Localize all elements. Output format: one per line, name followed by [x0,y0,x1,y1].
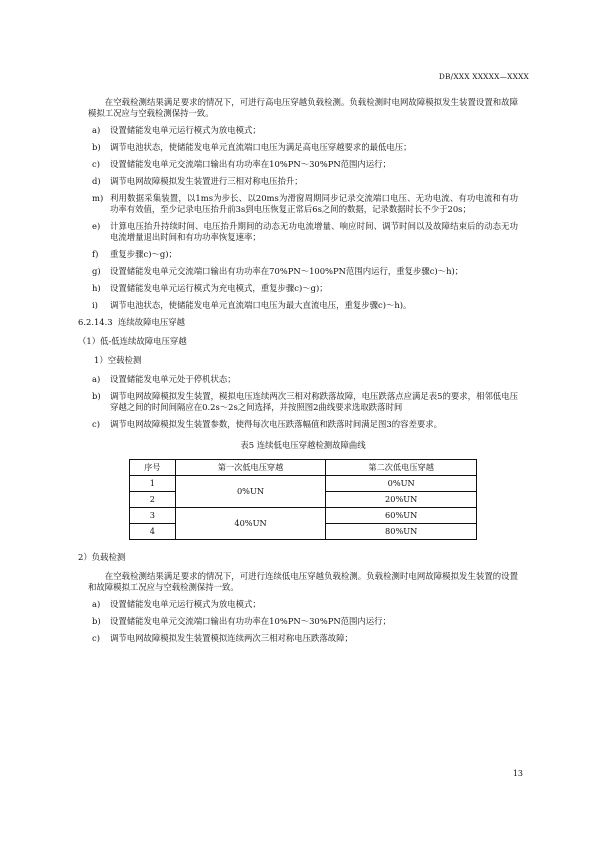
list-item [88,300,518,311]
list-item [88,616,518,627]
item-text: 调节电网故障模拟发生装置参数，使得每次电压跌落幅值和跌落时间满足图3的容差要求。 [110,419,442,429]
item-label: b) [92,142,101,152]
list-item [88,142,518,153]
list-item [88,283,518,294]
list-item [88,176,518,187]
item-label: d) [92,176,101,186]
item-text: 设置储能发电单元运行模式为放电模式； [110,599,261,609]
item-label: m) [92,193,104,203]
item-label: b) [92,616,101,626]
page-body [78,97,518,650]
list-item [88,266,518,277]
row-number: 3 [130,508,176,524]
item-text: 调节电网故障模拟发生装置进行三相对称电压抬升； [110,176,303,186]
item-text: 调节电池状态，使储能发电单元直流端口电压为满足高电压穿越要求的最低电压； [110,142,412,152]
paragraph-continuous-load-intro: 在空载检测结果满足要求的情况下，可进行连续低电压穿越负载检测。负载检测时电网故障模拟发生装置的设置和故障模拟工况应与空载检测保持一致。 [88,571,518,592]
part-heading-load: 2）负载检测 [78,552,126,562]
row-number: 2 [130,492,176,508]
item-text: 调节电网故障模拟发生装置模拟连续两次三相对称电压跌落故障； [110,633,353,643]
first-dip-value: 40%UN [175,508,326,540]
list-item [88,159,518,170]
second-dip-value: 0%UN [326,476,477,492]
item-label: b) [92,391,101,401]
item-label: c) [92,419,100,429]
second-dip-value: 60%UN [326,508,477,524]
item-label: a) [92,125,101,135]
item-text: 设置储能发电单元交流端口输出有功功率在70%PN～100%PN范围内运行，重复步骤c)～h)； [110,266,464,276]
list-item [88,419,518,430]
list-item [88,221,518,243]
item-label: c) [92,633,100,643]
item-text: 调节电池状态，使储能发电单元直流端口电压为最大直流电压，重复步骤c)～h)。 [110,300,412,310]
table-caption: 表5 连续低电压穿越检测故障曲线 [240,440,366,450]
first-dip-value: 0%UN [175,476,326,508]
item-label: a) [92,599,101,609]
item-text: 计算电压抬升持续时间、电压抬升期间的动态无功电流增量、响应时间、调节时间以及故障结束后的动态无功电流增量退出时间和有功功率恢复速率； [110,221,518,242]
item-text: 利用数据采集装置，以1ms为步长、以20ms为滑窗周期同步记录交流端口电压、无功电流、有功电流和有功功率有效值，至少记录电压抬升前3s到电压恢复正常后6s之间的数据，记录数据时长不少于20s； [110,193,518,214]
header-cell: 第一次低电压穿越 [175,460,326,476]
list-item [88,633,518,644]
item-text: 设置储能发电单元交流端口输出有功功率在10%PN～30%PN范围内运行； [110,159,391,169]
item-label: g) [92,266,101,276]
part-heading-no-load: 1）空载检测 [94,355,142,365]
table-header-row [130,460,477,476]
second-dip-value: 80%UN [326,524,477,540]
fault-curve-table [129,459,477,540]
item-label: f) [92,249,99,259]
second-dip-value: 20%UN [326,492,477,508]
item-label: h) [92,283,101,293]
header-cell: 第二次低电压穿越 [326,460,477,476]
item-label: i) [92,300,98,310]
list-item [88,125,518,136]
subsection-heading: （1）低-低连续故障电压穿越 [78,336,187,346]
item-text: 设置储能发电单元交流端口输出有功功率在10%PN～30%PN范围内运行； [110,616,391,626]
item-text: 重复步骤c)～g)； [110,249,177,259]
list-item [88,391,518,413]
table-row [130,476,477,492]
header-cell: 序号 [130,460,176,476]
list-item [88,599,518,610]
item-label: a) [92,374,101,384]
list-item [88,249,518,260]
list-item [88,374,518,385]
item-label: c) [92,159,100,169]
section-number: 6.2.14.3 [78,317,113,327]
paragraph-load-test-intro: 在空载检测结果满足要求的情况下，可进行高电压穿越负载检测。负载检测时电网故障模拟发生装置设置和故障模拟工况应与空载检测保持一致。 [88,97,518,118]
row-number: 4 [130,524,176,540]
item-text: 设置储能发电单元处于停机状态； [110,374,236,384]
section-title: 连续故障电压穿越 [117,317,185,327]
section-heading [78,317,518,328]
table-row [130,508,477,524]
item-label: e) [92,221,101,231]
row-number: 1 [130,476,176,492]
list-item [88,193,518,215]
item-text: 设置储能发电单元运行模式为充电模式，重复步骤c)～g)； [110,283,328,293]
item-text: 设置储能发电单元运行模式为放电模式； [110,125,261,135]
page-number: 13 [512,769,523,778]
item-text: 调节电网故障模拟发生装置，模拟电压连续两次三相对称跌落故障，电压跌落点应满足表5的要求，相邻低电压穿越之间的时间间隔应在0.2s～2s之间选择，并按照图2曲线要求选取跌落时间 [110,391,518,412]
document-id-header: DB/XXX XXXXX—XXXX [438,72,529,81]
